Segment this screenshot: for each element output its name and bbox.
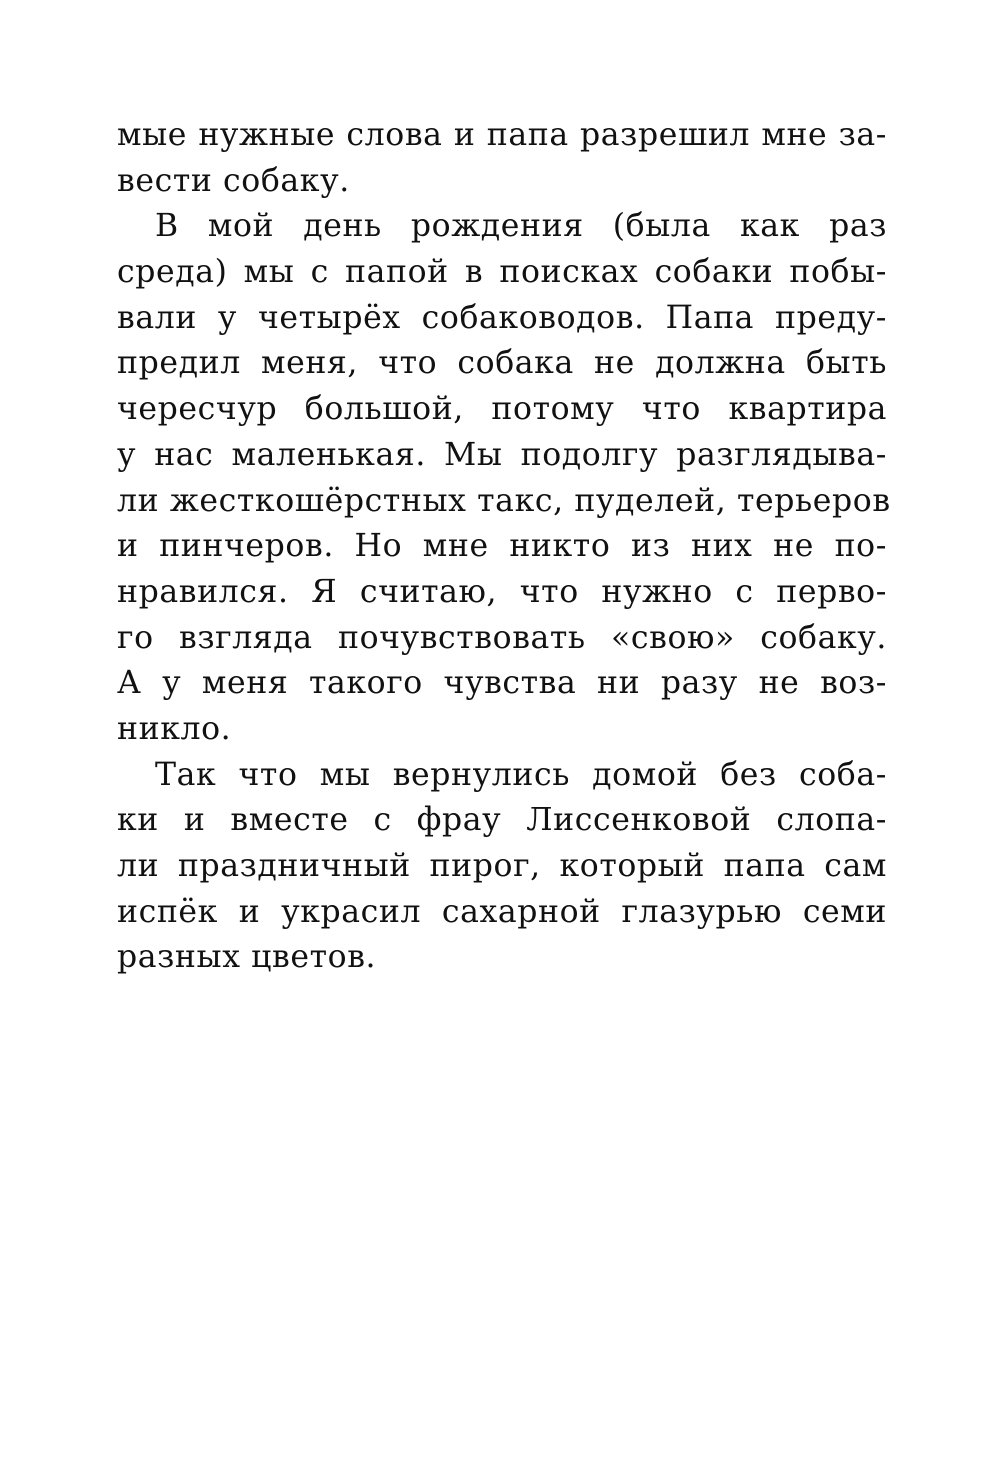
- text-line: чересчур большой, потому что квартира: [117, 391, 887, 428]
- text-line: и пинчеров. Но мне никто из них не по-: [117, 528, 887, 565]
- text-line: нравился. Я считаю, что нужно с перво-: [117, 573, 887, 610]
- text-line: ли жесткошёрстных такс, пуделей, терьеров: [117, 482, 891, 519]
- text-line: ки и вместе с фрау Лиссенковой слопа-: [117, 802, 887, 839]
- text-line: мые нужные слова и папа разрешил мне за-: [117, 117, 887, 153]
- text-line: предил меня, что собака не должна быть: [117, 345, 887, 382]
- text-line: у нас маленькая. Мы подолгу разглядыва-: [117, 436, 887, 473]
- text-line: А у меня такого чувства ни разу не воз-: [117, 665, 887, 702]
- text-line: разных цветов.: [117, 939, 377, 976]
- paragraph-3: [117, 753, 887, 981]
- text-line: среда) мы с папой в поисках собаки побы-: [117, 254, 887, 291]
- text-line: вести собаку.: [117, 162, 350, 199]
- text-line: вали у четырёх собаководов. Папа преду-: [117, 299, 887, 336]
- text-line: ли праздничный пирог, который папа сам: [117, 848, 887, 884]
- page-text: [117, 113, 891, 981]
- text-line: никло.: [117, 710, 232, 747]
- text-line: В мой день рождения (была как раз: [155, 208, 887, 245]
- text-line: го взгляда почувствовать «свою» собаку.: [117, 619, 887, 656]
- paragraph-1: [117, 113, 887, 204]
- text-line: испёк и украсил сахарной глазурью семи: [117, 893, 887, 930]
- paragraph-2: [117, 204, 891, 752]
- text-line: Так что мы вернулись домой без соба-: [155, 756, 887, 793]
